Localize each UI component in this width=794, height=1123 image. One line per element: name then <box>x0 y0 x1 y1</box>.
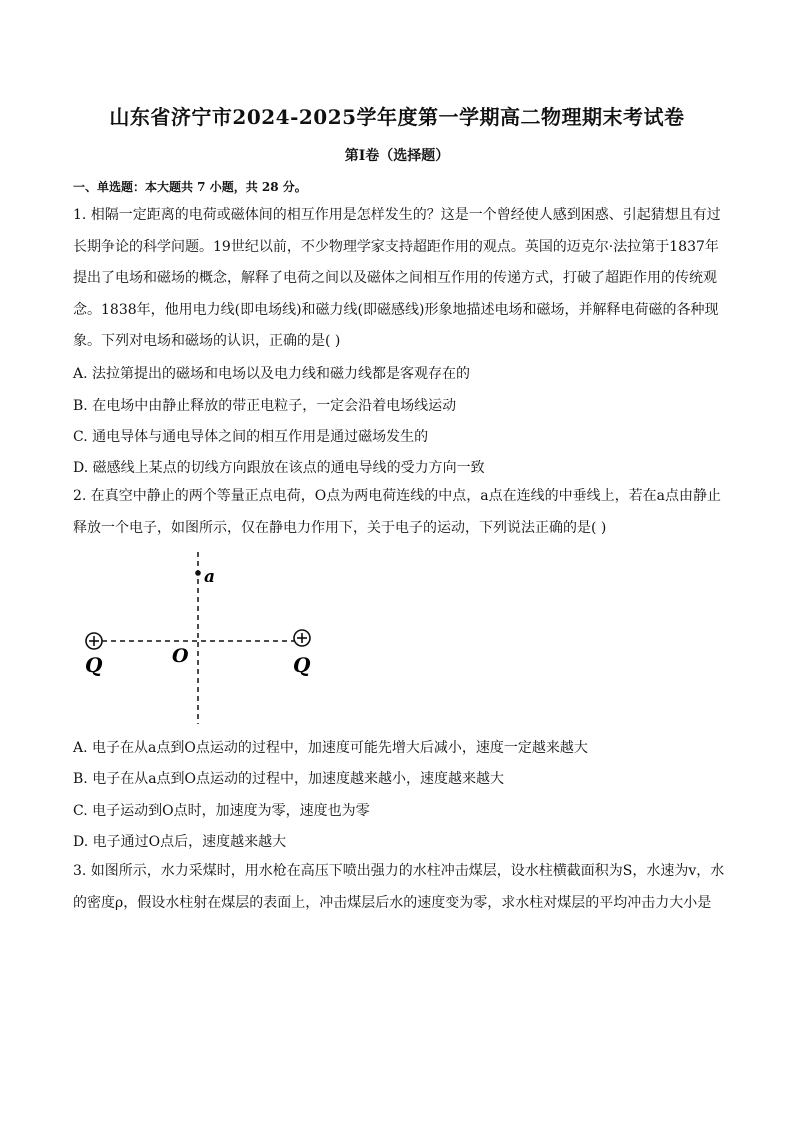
exam-title: 山东省济宁市2024-2025学年度第一学期高二物理期末考试卷 <box>109 105 685 129</box>
question-2-option-a: A. 电子在从a点到O点运动的过程中，加速度可能先增大后减小，速度一定越来越大 <box>73 740 588 756</box>
point-a-label: a <box>204 567 216 587</box>
question-1-stem: 1. 相隔一定距离的电荷或磁体间的相互作用是怎样发生的？这是一个曾经使人感到困惑、引起猜想且有过长期争论的科学问题。19世纪以前，不少物理学家支持超距作用的观点。英国的迈克尔·法拉第于1837年提出了电场和磁场的概念，解释了电荷之间以及磁体之间相互作用的传递方式，打破了超距作用的传统观念。1838年，他用电力线(即电场线)和磁力线(即磁感线)形象地描述电场和磁场，并解释电荷磁的各种现象。下列对电场和磁场的认识，正确的是( ) <box>73 207 721 349</box>
question-1-option-b: B. 在电场中由静止释放的带正电粒子，一定会沿着电场线运动 <box>73 398 457 414</box>
left-charge-label: Q <box>85 653 103 677</box>
exam-subtitle: 第I卷（选择题） <box>344 148 450 164</box>
charge-diagram <box>80 548 320 728</box>
question-2-option-d: D. 电子通过O点后，速度越来越大 <box>73 834 287 850</box>
question-2-option-c: C. 电子运动到O点时，加速度为零，速度也为零 <box>73 803 370 819</box>
question-1-option-d: D. 磁感线上某点的切线方向跟放在该点的通电导线的受力方向一致 <box>73 460 485 476</box>
question-2-option-b: B. 电子在从a点到O点运动的过程中，加速度越来越小，速度越来越大 <box>73 771 505 787</box>
question-1-option-a: A. 法拉第提出的磁场和电场以及电力线和磁力线都是客观存在的 <box>73 366 471 382</box>
question-3-stem: 3. 如图所示，水力采煤时，用水枪在高压下喷出强力的水柱冲击煤层，设水柱横截面积为S，水速为v，水的密度ρ，假设水柱射在煤层的表面上，冲击煤层后水的速度变为零，求水柱对煤层的平均冲击力大小是 <box>73 863 725 911</box>
section-heading: 一、单选题：本大题共 7 小题，共 28 分。 <box>73 180 307 194</box>
right-charge-label: Q <box>293 653 311 677</box>
question-1-option-c: C. 通电导体与通电导体之间的相互作用是通过磁场发生的 <box>73 429 429 445</box>
point-a-dot <box>195 570 201 576</box>
point-o-label: O <box>172 645 189 667</box>
question-2-stem: 2. 在真空中静止的两个等量正点电荷，O点为两电荷连线的中点，a点在连线的中垂线上，若在a点由静止释放一个电子，如图所示，仅在静电力作用下，关于电子的运动，下列说法正确的是( ) <box>73 488 721 536</box>
